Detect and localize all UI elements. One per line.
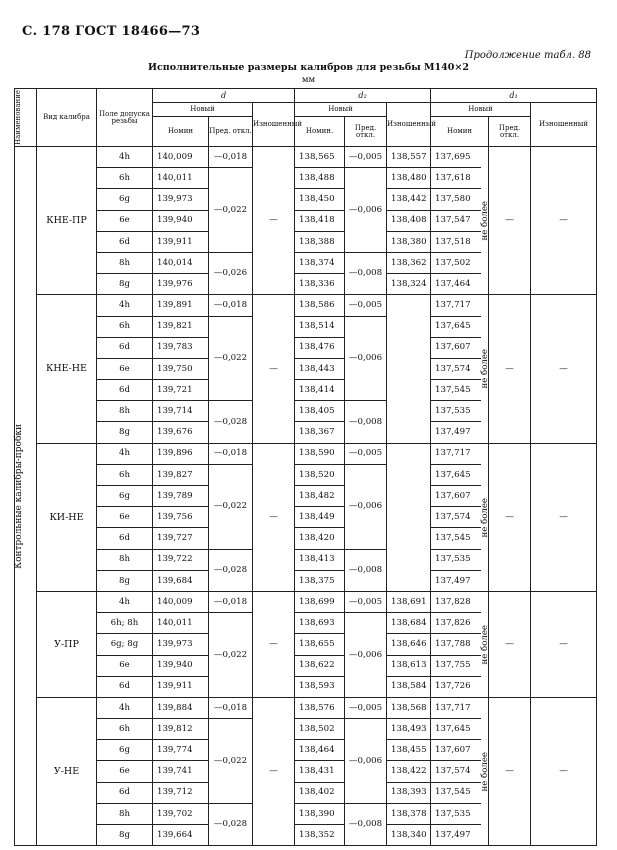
d2-worn: 138,584 [387, 676, 431, 697]
d1-nominal: 137,645 [431, 316, 481, 337]
d2-worn: 138,684 [387, 613, 431, 634]
d2-worn: 138,380 [387, 231, 431, 252]
d-nominal: 139,973 [153, 189, 209, 210]
d2-nominal: 138,420 [295, 528, 345, 549]
tolerance-field: 6d [97, 528, 153, 549]
table-body [15, 147, 597, 846]
d-nominal: 139,684 [153, 570, 209, 591]
d2-worn: 138,378 [387, 803, 431, 824]
tolerance-field: 8g [97, 422, 153, 443]
d1-nominal: 137,717 [431, 697, 481, 718]
d2-deviation: —0,005 [345, 591, 387, 612]
d-deviation: —0,022 [209, 719, 253, 804]
d1-worn: — [531, 443, 597, 591]
d2-worn: 138,613 [387, 655, 431, 676]
d2-deviation: —0,006 [345, 719, 387, 804]
col-name-header: Наименование [15, 89, 37, 147]
d2-nominal: 138,405 [295, 401, 345, 422]
d1-nominal: 137,645 [431, 719, 481, 740]
col-kind-header: Вид калибра [37, 89, 97, 147]
d2-nominal: 138,367 [295, 422, 345, 443]
tolerance-field: 6g [97, 486, 153, 507]
d-deviation: —0,018 [209, 591, 253, 612]
d-nominal: 139,702 [153, 803, 209, 824]
d-deviation: —0,022 [209, 168, 253, 253]
tolerance-field: 8h [97, 252, 153, 273]
d2-nominal: 138,375 [295, 570, 345, 591]
d1-nominal: 137,464 [431, 274, 481, 295]
tolerance-field: 6d [97, 337, 153, 358]
d2-worn: 138,408 [387, 210, 431, 231]
d-worn: — [253, 591, 295, 697]
d1-nominal: 137,497 [431, 422, 481, 443]
d2-worn-header: Изношенный [387, 103, 431, 147]
ne-bolee-note [481, 147, 489, 295]
d-nominal: 139,712 [153, 782, 209, 803]
page-header: С. 178 ГОСТ 18466—73 [22, 24, 201, 39]
d1-nominal: 137,535 [431, 401, 481, 422]
d-worn: — [253, 147, 295, 295]
d-deviation: —0,018 [209, 443, 253, 464]
d1-nominal: 137,828 [431, 591, 481, 612]
d2-pred-header: Пред. откл. [345, 117, 387, 147]
d-nominal: 139,976 [153, 274, 209, 295]
d2-new-header: Новый [295, 103, 387, 117]
d2-nominal: 138,699 [295, 591, 345, 612]
d-nominal: 139,750 [153, 358, 209, 379]
d-worn-header: Изношенный [253, 103, 295, 147]
d1-nominal: 137,545 [431, 782, 481, 803]
d1-deviation: — [489, 443, 531, 591]
d-nominal: 139,714 [153, 401, 209, 422]
d1-nominal: 137,717 [431, 443, 481, 464]
d2-nominal: 138,443 [295, 358, 345, 379]
gauge-kind: КНЕ-ПР [37, 147, 97, 295]
col-d2-header: d₂ [295, 89, 431, 103]
d1-nominal: 137,695 [431, 147, 481, 168]
d2-deviation: —0,005 [345, 295, 387, 316]
ne-bolee-note [481, 295, 489, 443]
tolerance-field: 6h [97, 168, 153, 189]
d1-deviation: — [489, 295, 531, 443]
d1-nominal: 137,574 [431, 358, 481, 379]
table-title: Исполнительные размеры калибров для резьбы М140×2 [148, 62, 469, 73]
table-row [15, 147, 597, 168]
d1-nominal: 137,574 [431, 507, 481, 528]
d-nominal: 140,011 [153, 613, 209, 634]
d2-worn: 138,568 [387, 697, 431, 718]
d-deviation: —0,028 [209, 803, 253, 845]
d2-nominal: 138,418 [295, 210, 345, 231]
d1-new-header: Новый [431, 103, 531, 117]
d2-worn: 138,455 [387, 740, 431, 761]
d-nominal: 139,911 [153, 231, 209, 252]
tolerance-field: 4h [97, 295, 153, 316]
tolerance-field: 6e [97, 210, 153, 231]
d-nominal: 139,664 [153, 825, 209, 846]
d1-nomin-header: Номин [431, 117, 489, 147]
d2-nominal: 138,414 [295, 380, 345, 401]
d2-deviation: —0,008 [345, 549, 387, 591]
tolerance-field: 6d [97, 676, 153, 697]
d1-nominal: 137,726 [431, 676, 481, 697]
d2-worn: 138,393 [387, 782, 431, 803]
d2-nominal: 138,464 [295, 740, 345, 761]
d1-nominal: 137,618 [431, 168, 481, 189]
d-worn: — [253, 443, 295, 591]
d2-nominal: 138,655 [295, 634, 345, 655]
table-row [15, 295, 597, 316]
ne-bolee-text: не более [479, 751, 490, 792]
ne-bolee-note [481, 591, 489, 697]
tolerance-field: 8g [97, 570, 153, 591]
gauge-kind: КИ-НЕ [37, 443, 97, 591]
d1-nominal: 137,545 [431, 380, 481, 401]
d2-worn: 138,442 [387, 189, 431, 210]
table-row [15, 697, 597, 718]
d2-worn: 138,646 [387, 634, 431, 655]
d2-nominal: 138,482 [295, 486, 345, 507]
d-deviation: —0,022 [209, 464, 253, 549]
d2-nominal: 138,622 [295, 655, 345, 676]
d1-deviation: — [489, 697, 531, 845]
d1-worn: — [531, 295, 597, 443]
tolerance-field: 6g; 8g [97, 634, 153, 655]
table-row [15, 443, 597, 464]
ne-bolee-note [481, 697, 489, 845]
d-new-header: Новый [153, 103, 253, 117]
d2-deviation: —0,006 [345, 316, 387, 401]
d2-nominal: 138,352 [295, 825, 345, 846]
d2-deviation: —0,006 [345, 464, 387, 549]
d1-nominal: 137,580 [431, 189, 481, 210]
d2-nominal: 138,576 [295, 697, 345, 718]
d1-nominal: 137,574 [431, 761, 481, 782]
d2-worn: 138,422 [387, 761, 431, 782]
d1-nominal: 137,607 [431, 337, 481, 358]
d2-deviation: —0,008 [345, 252, 387, 294]
d1-nominal: 137,645 [431, 464, 481, 485]
d-pred-header: Пред. откл. [209, 117, 253, 147]
d2-nominal: 138,402 [295, 782, 345, 803]
d2-nominal: 138,449 [295, 507, 345, 528]
d1-nominal: 137,607 [431, 740, 481, 761]
d2-nominal: 138,374 [295, 252, 345, 273]
d2-nominal: 138,413 [295, 549, 345, 570]
tolerance-field: 8g [97, 274, 153, 295]
tolerance-field: 6h [97, 316, 153, 337]
tolerance-field: 6g [97, 740, 153, 761]
d-nominal: 140,014 [153, 252, 209, 273]
d2-nominal: 138,450 [295, 189, 345, 210]
tolerance-field: 6d [97, 231, 153, 252]
tolerance-field: 8g [97, 825, 153, 846]
tolerance-field: 6e [97, 507, 153, 528]
tolerance-field: 8h [97, 401, 153, 422]
tolerance-field: 6d [97, 380, 153, 401]
d2-deviation: —0,005 [345, 697, 387, 718]
d1-nominal: 137,788 [431, 634, 481, 655]
d-nominal: 139,911 [153, 676, 209, 697]
d-nominal: 139,721 [153, 380, 209, 401]
d-nominal: 139,896 [153, 443, 209, 464]
d1-pred-header: Пред. откл. [489, 117, 531, 147]
d-deviation: —0,028 [209, 549, 253, 591]
unit-label: мм [301, 75, 316, 85]
d1-nominal: 137,497 [431, 570, 481, 591]
d2-worn: 138,324 [387, 274, 431, 295]
d2-nominal: 138,488 [295, 168, 345, 189]
d2-nominal: 138,565 [295, 147, 345, 168]
tolerance-field: 6e [97, 358, 153, 379]
d-deviation: —0,018 [209, 697, 253, 718]
d2-worn: 138,691 [387, 591, 431, 612]
tolerance-field: 6h [97, 464, 153, 485]
d-deviation: —0,026 [209, 252, 253, 294]
d-nominal: 139,884 [153, 697, 209, 718]
d1-worn: — [531, 591, 597, 697]
d2-worn: 138,493 [387, 719, 431, 740]
d-nominal: 139,812 [153, 719, 209, 740]
d1-nominal: 137,545 [431, 528, 481, 549]
d-nominal: 139,827 [153, 464, 209, 485]
group-label-text: Контрольные калибры-пробки [14, 423, 24, 569]
tolerance-field: 8h [97, 803, 153, 824]
tolerance-field: 4h [97, 697, 153, 718]
d-deviation: —0,022 [209, 613, 253, 698]
tolerance-field: 6e [97, 655, 153, 676]
d2-deviation: —0,008 [345, 401, 387, 443]
col-d-header: d [153, 89, 295, 103]
tolerance-field: 6d [97, 782, 153, 803]
gauge-kind: У-НЕ [37, 697, 97, 845]
d-nominal: 139,940 [153, 210, 209, 231]
d1-deviation: — [489, 591, 531, 697]
gauge-kind: У-ПР [37, 591, 97, 697]
tolerance-field: 6g [97, 189, 153, 210]
d-nominal: 139,727 [153, 528, 209, 549]
dimensions-table [14, 88, 597, 846]
tolerance-field: 4h [97, 591, 153, 612]
tolerance-field: 8h [97, 549, 153, 570]
d2-nominal: 138,693 [295, 613, 345, 634]
d2-worn-empty [387, 443, 431, 591]
d-nominal: 139,741 [153, 761, 209, 782]
col-d1-header: d₁ [431, 89, 597, 103]
d2-nominal: 138,590 [295, 443, 345, 464]
d2-nominal: 138,390 [295, 803, 345, 824]
d-nominal: 139,774 [153, 740, 209, 761]
group-label [15, 147, 37, 846]
d2-nominal: 138,514 [295, 316, 345, 337]
d-nominal: 139,973 [153, 634, 209, 655]
ne-bolee-text: не более [479, 349, 490, 389]
ne-bolee-text: не более [479, 497, 490, 538]
d-nominal: 139,821 [153, 316, 209, 337]
tolerance-field: 4h [97, 443, 153, 464]
d2-nominal: 138,476 [295, 337, 345, 358]
d1-nominal: 137,717 [431, 295, 481, 316]
d2-deviation: —0,008 [345, 803, 387, 845]
d-nominal: 139,789 [153, 486, 209, 507]
d2-nominal: 138,586 [295, 295, 345, 316]
d1-nominal: 137,535 [431, 549, 481, 570]
d1-deviation: — [489, 147, 531, 295]
ne-bolee-text: не более [479, 200, 490, 241]
tolerance-field: 4h [97, 147, 153, 168]
d-worn: — [253, 697, 295, 845]
d-nominal: 139,676 [153, 422, 209, 443]
d2-deviation: —0,005 [345, 443, 387, 464]
d2-worn: 138,557 [387, 147, 431, 168]
gauge-kind: КНЕ-НЕ [37, 295, 97, 443]
d2-nominal: 138,388 [295, 231, 345, 252]
d-worn: — [253, 295, 295, 443]
d-nominal: 139,891 [153, 295, 209, 316]
d-nomin-header: Номин [153, 117, 209, 147]
d1-nominal: 137,607 [431, 486, 481, 507]
d1-nominal: 137,518 [431, 231, 481, 252]
d1-worn: — [531, 147, 597, 295]
d1-worn: — [531, 697, 597, 845]
tolerance-field: 6h [97, 719, 153, 740]
tolerance-field: 6h; 8h [97, 613, 153, 634]
d2-nomin-header: Номин. [295, 117, 345, 147]
d-nominal: 139,722 [153, 549, 209, 570]
d2-deviation: —0,005 [345, 147, 387, 168]
tolerance-field: 6e [97, 761, 153, 782]
ne-bolee-note [481, 443, 489, 591]
d-nominal: 140,011 [153, 168, 209, 189]
d2-nominal: 138,520 [295, 464, 345, 485]
d-nominal: 139,756 [153, 507, 209, 528]
d1-nominal: 137,826 [431, 613, 481, 634]
d-nominal: 140,009 [153, 147, 209, 168]
d-deviation: —0,028 [209, 401, 253, 443]
d2-nominal: 138,502 [295, 719, 345, 740]
continuation-note: Продолжение табл. 88 [464, 50, 591, 61]
d2-worn: 138,362 [387, 252, 431, 273]
d1-nominal: 137,547 [431, 210, 481, 231]
d1-nominal: 137,535 [431, 803, 481, 824]
d-deviation: —0,018 [209, 147, 253, 168]
d2-nominal: 138,336 [295, 274, 345, 295]
table-row [15, 591, 597, 612]
d1-nominal: 137,497 [431, 825, 481, 846]
d1-nominal: 137,502 [431, 252, 481, 273]
d2-nominal: 138,431 [295, 761, 345, 782]
d1-nominal: 137,755 [431, 655, 481, 676]
d-nominal: 139,783 [153, 337, 209, 358]
d-deviation: —0,022 [209, 316, 253, 401]
d-nominal: 139,940 [153, 655, 209, 676]
d-deviation: —0,018 [209, 295, 253, 316]
d2-worn-empty [387, 295, 431, 443]
ne-bolee-text: не более [479, 624, 490, 665]
d1-worn-header: Изношенный [531, 103, 597, 147]
d2-worn: 138,340 [387, 825, 431, 846]
col-field-header: Поле допуска резьбы [97, 89, 153, 147]
d2-deviation: —0,006 [345, 613, 387, 698]
d2-worn: 138,480 [387, 168, 431, 189]
d-nominal: 140,009 [153, 591, 209, 612]
d2-nominal: 138,593 [295, 676, 345, 697]
d2-deviation: —0,006 [345, 168, 387, 253]
